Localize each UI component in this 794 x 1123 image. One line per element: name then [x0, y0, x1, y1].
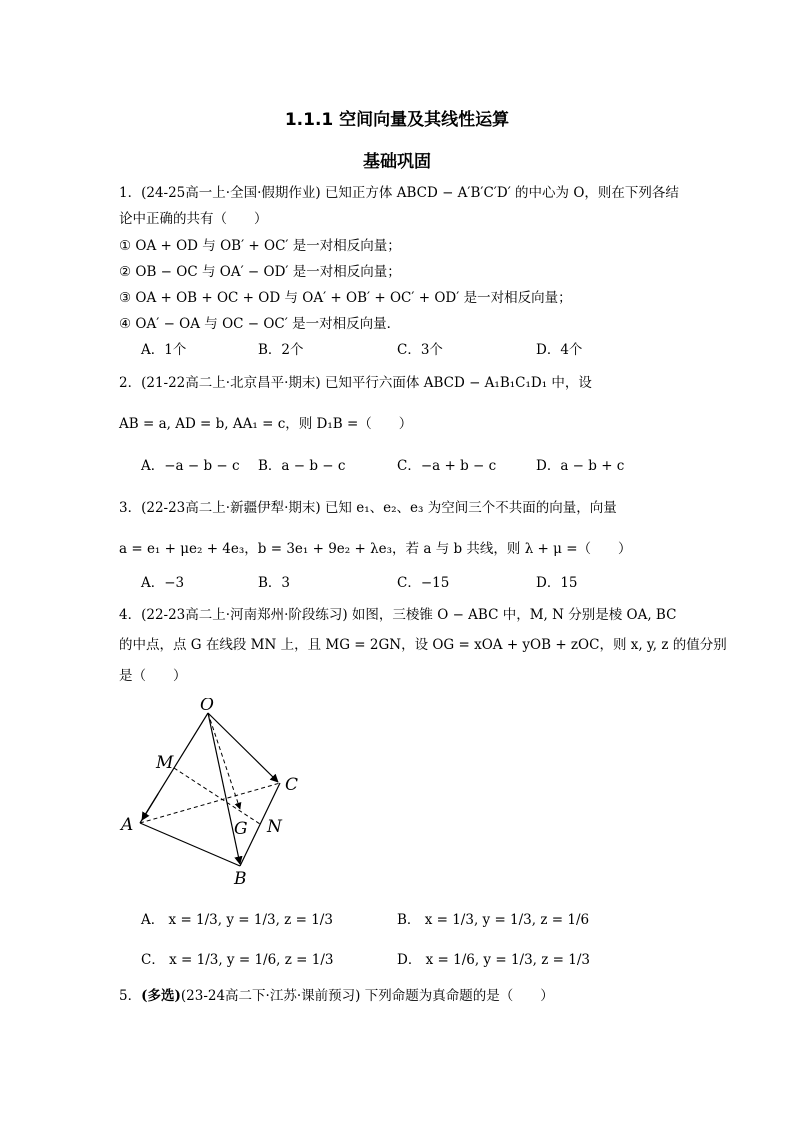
vector-og-dashed [208, 713, 240, 809]
q1-statement-3: ③ OA + OB + OC + OD 与 OA′ + OB′ + OC′ + OD′ 是一对相反向量； [119, 290, 572, 306]
edge-ob [208, 713, 240, 864]
label-m: M [156, 753, 174, 773]
q2-option-b: B．a − b − c [258, 458, 346, 474]
q2-option-a: A．−a − b − c [141, 458, 240, 474]
q5-stem-text: (23-24高二下·江苏·课前预习) 下列命题为真命题的是（ ） [180, 988, 554, 1004]
q1-stem-line1: 1．(24-25高一上·全国·假期作业) 已知正方体 ABCD − A′B′C′D′ 的中心为 O，则在下列各结 [119, 185, 679, 201]
tetrahedron-figure [118, 698, 318, 893]
q1-statement-2: ② OB − OC 与 OA′ − OD′ 是一对相反向量； [119, 264, 401, 280]
q4-option-a: A． x = 1/3, y = 1/3, z = 1/3 [141, 912, 333, 928]
q3-option-d: D．15 [536, 575, 578, 591]
q2-option-d: D．a − b + c [536, 458, 625, 474]
label-g: G [234, 819, 248, 839]
edge-ab [140, 823, 240, 866]
section-title: 基础巩固 [363, 152, 431, 172]
edge-oc [208, 713, 278, 782]
q3-stem-line1: 3．(22-23高二上·新疆伊犁·期末) 已知 e₁、e₂、e₃ 为空间三个不共面的向量，向量 [119, 500, 617, 516]
q1-option-c: C．3个 [397, 342, 443, 358]
q2-stem-line1: 2．(21-22高二上·北京昌平·期末) 已知平行六面体 ABCD − A₁B₁C₁D₁ 中，设 [119, 375, 592, 391]
label-b: B [234, 869, 247, 889]
q4-stem-line2: 的中点，点 G 在线段 MN 上，且 MG = 2GN，设 OG = xOA + yOB + zOC，则 x, y, z 的值分别 [119, 637, 727, 653]
q5-stem [119, 986, 554, 1006]
q1-statement-4: ④ OA′ − OA 与 OC − OC′ 是一对相反向量． [119, 316, 401, 332]
q5-multi-select-tag: (多选) [141, 988, 181, 1004]
segment-mn-dashed [174, 768, 260, 824]
q4-stem-line1: 4．(22-23高二上·河南郑州·阶段练习) 如图，三棱锥 O − ABC 中，M, N 分别是棱 OA, BC [119, 607, 677, 623]
page-title: 1.1.1 空间向量及其线性运算 [284, 110, 510, 130]
q1-stem-line2: 论中正确的共有（ ） [119, 211, 268, 227]
label-o: O [200, 698, 214, 715]
q3-option-b: B．3 [258, 575, 291, 591]
q3-option-a: A．−3 [141, 575, 185, 591]
q2-option-c: C．−a + b − c [397, 458, 497, 474]
vector-oa-arrow [142, 794, 158, 820]
q1-option-b: B．2个 [258, 342, 304, 358]
q5-number: 5． [119, 988, 142, 1004]
q4-option-c: C． x = 1/3, y = 1/6, z = 1/3 [141, 952, 334, 968]
q4-option-d: D． x = 1/6, y = 1/3, z = 1/3 [397, 952, 590, 968]
q2-stem-line2: AB = a, AD = b, AA₁ = c，则 D₁B =（ ） [119, 416, 413, 432]
q4-stem-line3: 是（ ） [119, 668, 187, 684]
q3-option-c: C．−15 [397, 575, 450, 591]
q1-option-d: D．4个 [536, 342, 583, 358]
q1-option-a: A．1个 [141, 342, 187, 358]
q1-statement-1: ① OA + OD 与 OB′ + OC′ 是一对相反向量； [119, 238, 401, 254]
label-a: A [121, 815, 134, 835]
label-n: N [267, 817, 282, 837]
q4-option-b: B． x = 1/3, y = 1/3, z = 1/6 [397, 912, 590, 928]
q3-stem-line2: a = e₁ + μe₂ + 4e₃，b = 3e₁ + 9e₂ + λe₃，若 a 与 b 共线，则 λ + μ =（ ） [119, 541, 632, 557]
label-c: C [285, 775, 299, 795]
